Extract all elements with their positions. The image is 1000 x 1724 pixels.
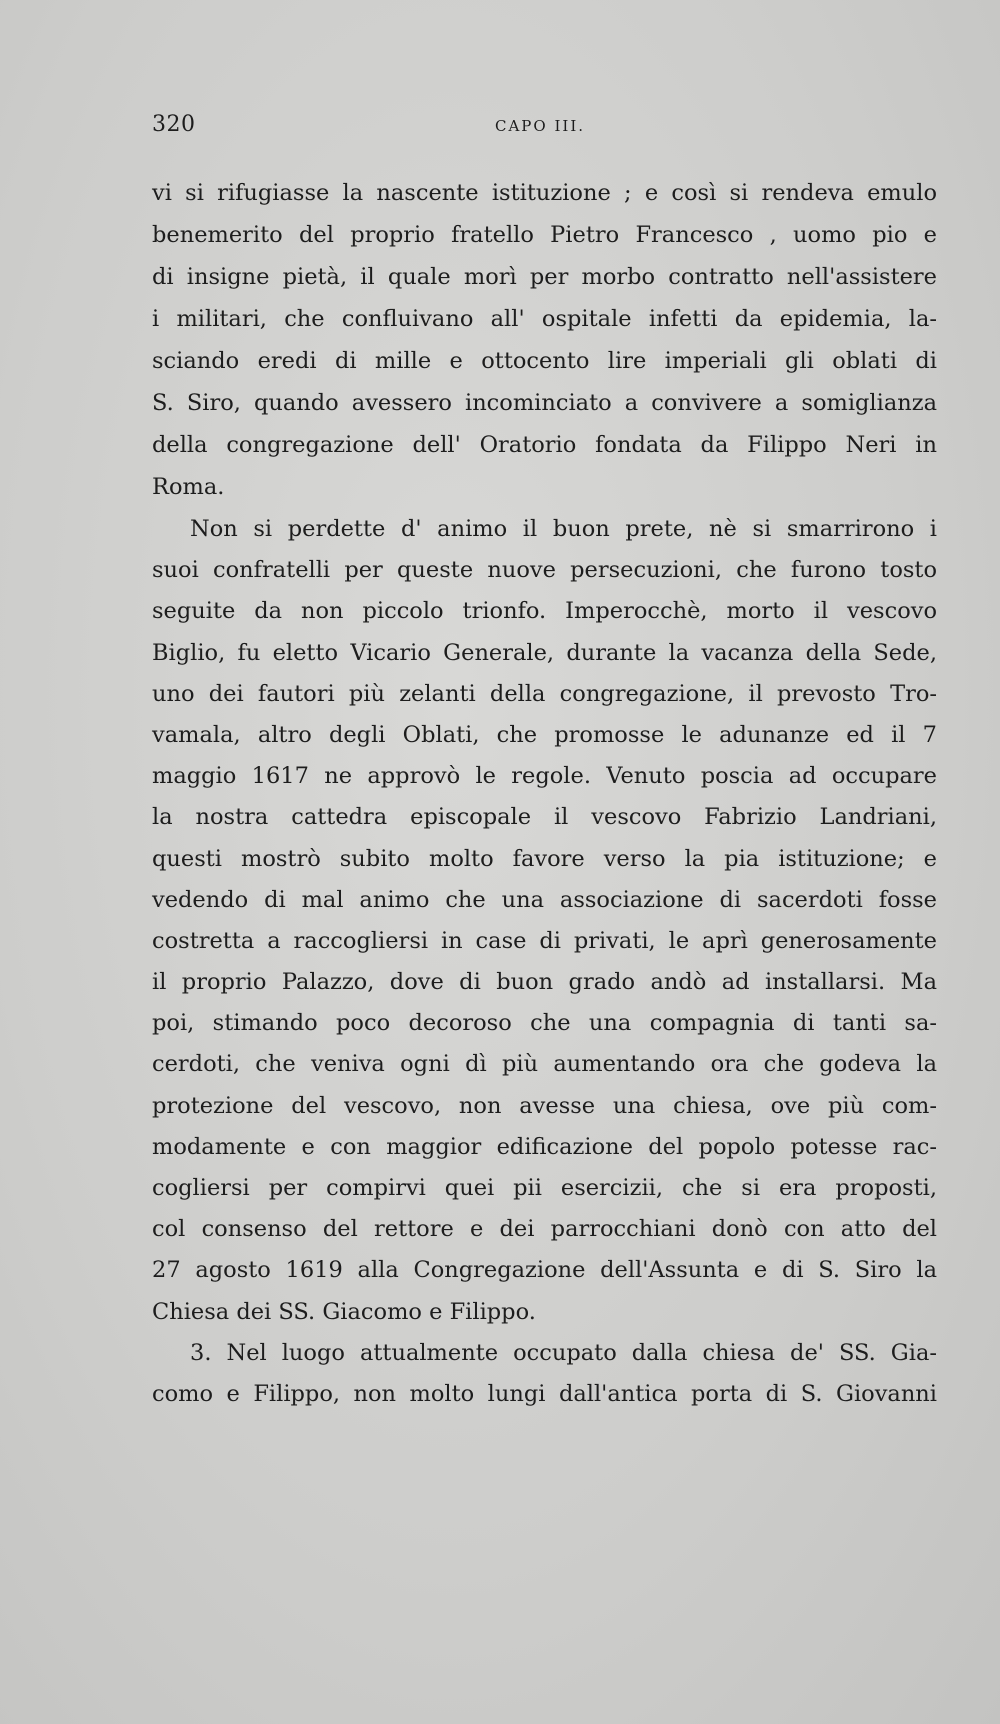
text-line: modamente e con maggior edificazione del popolo potesse rac-	[152, 1133, 937, 1160]
text-line: Chiesa dei SS. Giacomo e Filippo.	[152, 1298, 536, 1325]
paragraph-1	[152, 172, 937, 508]
chapter-title: CAPO III.	[495, 117, 586, 135]
text-line: Roma.	[152, 474, 225, 500]
text-line: 3. Nel luogo attualmente occupato dalla chiesa de' SS. Gia-	[190, 1339, 937, 1366]
text-line: il proprio Palazzo, dove di buon grado andò ad installarsi. Ma	[152, 969, 937, 996]
page-number: 320	[152, 112, 196, 137]
text-line: della congregazione dell' Oratorio fondata da Filippo Neri in	[152, 432, 937, 458]
text-line: uno dei fautori più zelanti della congregazione, il prevosto Tro-	[152, 680, 937, 707]
text-line: la nostra cattedra episcopale il vescovo Fabrizio Landriani,	[152, 804, 937, 831]
text-line: vamala, altro degli Oblati, che promosse le adunanze ed il 7	[152, 721, 937, 748]
body-text	[152, 172, 937, 1414]
text-line: costretta a raccogliersi in case di privati, le aprì generosamente	[152, 927, 937, 954]
text-line: Non si perdette d' animo il buon prete, nè si smarrirono i	[190, 516, 937, 542]
text-line: como e Filippo, non molto lungi dall'antica porta di S. Giovanni	[152, 1380, 937, 1407]
paragraph-3	[152, 1332, 937, 1414]
text-line: poi, stimando poco decoroso che una compagnia di tanti sa-	[152, 1010, 937, 1037]
text-line: 27 agosto 1619 alla Congregazione dell'Assunta e di S. Siro la	[152, 1257, 937, 1284]
text-line: cerdoti, che veniva ogni dì più aumentando ora che godeva la	[152, 1051, 937, 1078]
text-line: Biglio, fu eletto Vicario Generale, durante la vacanza della Sede,	[152, 639, 937, 666]
text-line: S. Siro, quando avessero incominciato a convivere a somiglianza	[152, 390, 937, 416]
text-line: vi si rifugiasse la nascente istituzione ; e così si rendeva emulo	[152, 180, 937, 206]
running-head	[152, 112, 932, 142]
text-line: suoi confratelli per queste nuove persecuzioni, che furono tosto	[152, 557, 937, 584]
text-line: protezione del vescovo, non avesse una chiesa, ove più com-	[152, 1092, 937, 1119]
text-line: cogliersi per compirvi quei pii esercizii, che si era proposti,	[152, 1175, 937, 1201]
text-line: col consenso del rettore e dei parrocchiani donò con atto del	[152, 1216, 937, 1243]
text-line: benemerito del proprio fratello Pietro Francesco , uomo pio e	[152, 222, 937, 248]
text-line: maggio 1617 ne approvò le regole. Venuto poscia ad occupare	[152, 763, 937, 790]
text-line: di insigne pietà, il quale morì per morbo contratto nell'assistere	[152, 264, 937, 290]
text-line: questi mostrò subito molto favore verso la pia istituzione; e	[152, 845, 937, 872]
text-line: seguite da non piccolo trionfo. Imperocchè, morto il vescovo	[152, 598, 937, 625]
text-line: vedendo di mal animo che una associazione di sacerdoti fosse	[152, 886, 937, 913]
text-line: sciando eredi di mille e ottocento lire imperiali gli oblati di	[152, 348, 937, 374]
text-line: i militari, che confluivano all' ospitale infetti da epidemia, la-	[152, 306, 937, 332]
paragraph-2	[152, 508, 937, 1332]
